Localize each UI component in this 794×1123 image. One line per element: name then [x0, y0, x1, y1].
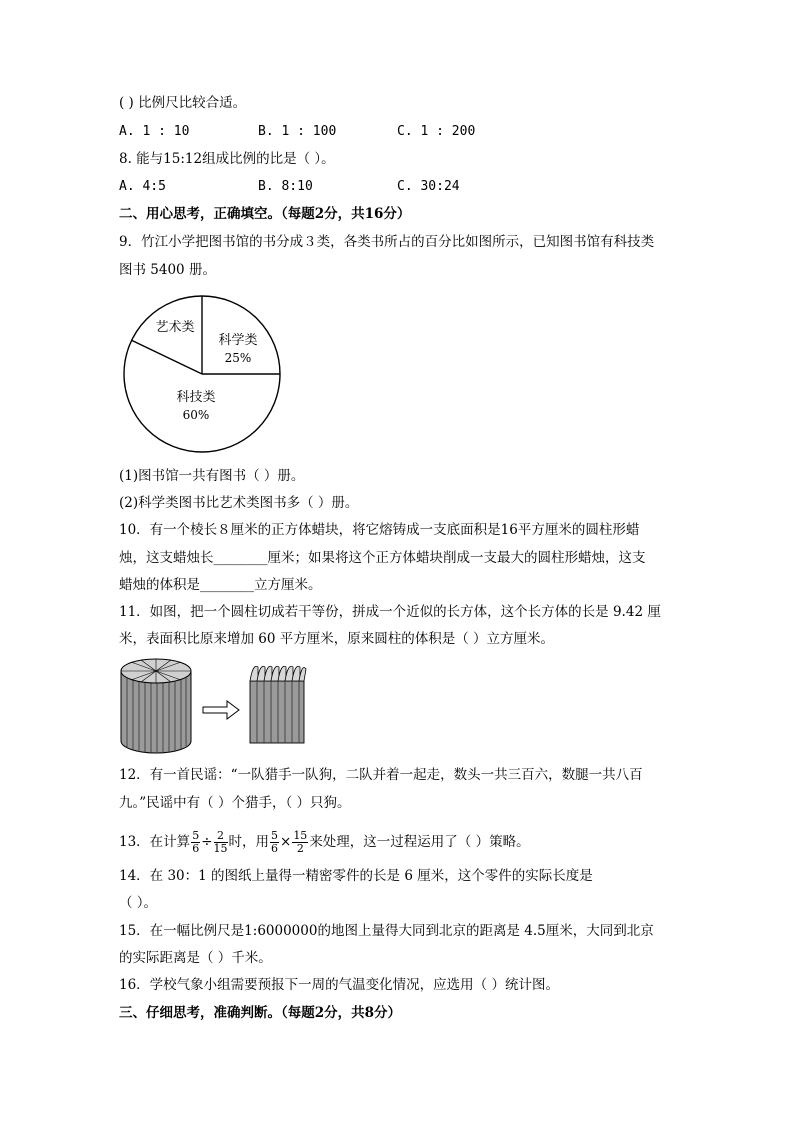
q15-line1: 15．在一幅比例尺是1:6000000的地图上量得大同到北京的距离是 4.5厘米，大同到北京 [119, 923, 654, 939]
q10-line1: 10．有一个棱长８厘米的正方体蜡块，将它熔铸成一支底面积是16平方厘米的圆柱形蜡 [119, 522, 640, 538]
cylinder-figure [119, 657, 309, 757]
q13-prefix: 13．在计算 [119, 834, 191, 850]
q13-line [119, 822, 530, 862]
q10-line2: 烛，这支蜡烛长________厘米；如果将这个正方体蜡块削成一支最大的圆柱形蜡烛，这支 [119, 550, 646, 566]
q7-tail-text: ( ) 比例尺比较合适。 [119, 95, 247, 111]
q14-line2: （ ）。 [119, 895, 158, 911]
section3-title: 三、仔细思考，准确判断。（每题2分，共8分） [119, 1005, 402, 1021]
q13-mid: 时，用 [228, 834, 269, 850]
q13-suffix: 来处理，这一过程运用了（ ）策略。 [309, 834, 530, 850]
pie-label-tech: 科技类 [176, 390, 216, 405]
q8-option-b: B. 8:10 [258, 179, 313, 194]
q12-line2: 九。”民谣中有（ ）个猎手，（ ）只狗。 [119, 795, 351, 811]
fraction-2-15: $\frac{2}{15}$ [213, 829, 228, 855]
pie-value-science: 25% [224, 351, 252, 365]
divide-sign: ÷ [201, 834, 213, 850]
q14-line1: 14．在 30：1 的图纸上量得一精密零件的长是 6 厘米，这个零件的实际长度是 [119, 868, 593, 884]
q11-line1: 11．如图，把一个圆柱切成若干等份，拼成一个近似的长方体，这个长方体的长是 9.42 厘 [119, 604, 661, 620]
q12-line1: 12．有一首民谣：“一队猎手一队狗，二队并着一起走，数头一共三百六，数腿一共八百 [119, 767, 643, 783]
q8-text: 8. 能与15:12组成比例的比是（ ）。 [119, 151, 335, 167]
fraction-5-6-b: $\frac{5}{6}$ [271, 829, 278, 855]
q7-option-c: C. 1 : 200 [397, 124, 476, 139]
q10-line3: 蜡烛的体积是________立方厘米。 [119, 577, 322, 593]
q9-text-line1: 9．竹江小学把图书馆的书分成３类，各类书所占的百分比如图所示，已知图书馆有科技类 [119, 234, 655, 250]
q9-text-line2: 图书 5400 册。 [119, 262, 216, 278]
pie-chart [117, 290, 287, 460]
q16-text: 16．学校气象小组需要预报下一周的气温变化情况，应选用（ ）统计图。 [119, 977, 559, 993]
pie-label-art: 艺术类 [155, 320, 195, 335]
q15-line2: 的实际距离是（ ）千米。 [119, 950, 272, 966]
pie-value-tech: 60% [182, 408, 210, 422]
q11-line2: 米，表面积比原来增加 60 平方厘米，原来圆柱的体积是（ ）立方厘米。 [119, 631, 555, 647]
fraction-15-2: $\frac{15}{2}$ [293, 829, 308, 855]
fraction-5-6: $\frac{5}{6}$ [192, 829, 200, 855]
q7-option-b: B. 1 : 100 [258, 124, 337, 139]
q9-sub1: (1)图书馆一共有图书（ ）册。 [119, 468, 305, 484]
q8-option-c: C. 30:24 [397, 179, 460, 194]
section2-title: 二、用心思考，正确填空。（每题2分，共16分） [119, 206, 411, 222]
q9-sub2: (2)科学类图书比艺术类图书多（ ）册。 [119, 495, 359, 511]
q8-option-a: A. 4:5 [119, 179, 166, 194]
q7-option-a: A. 1 : 10 [119, 124, 190, 139]
times-sign: × [280, 834, 292, 850]
pie-label-science: 科学类 [218, 333, 258, 348]
